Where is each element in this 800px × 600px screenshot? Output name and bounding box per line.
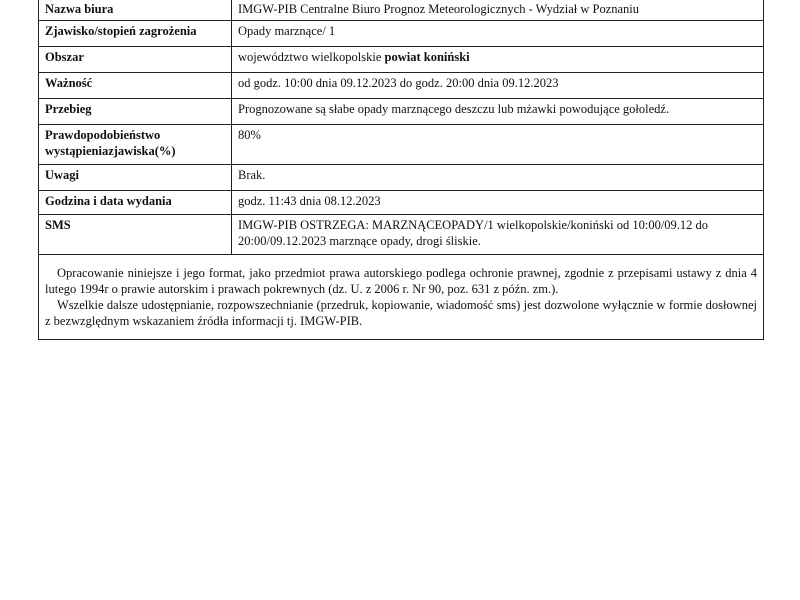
warning-document <box>38 0 764 340</box>
table-row <box>39 165 764 191</box>
validity-value: od godz. 10:00 dnia 09.12.2023 do godz. 20:00 dnia 09.12.2023 <box>232 73 764 99</box>
probability-value: 80% <box>232 125 764 165</box>
warning-table <box>38 0 764 255</box>
phenomenon-label: Zjawisko/stopień zagrożenia <box>39 21 232 47</box>
issue-time-label: Godzina i data wydania <box>39 191 232 215</box>
table-row <box>39 99 764 125</box>
copyright-paragraph: Opracowanie niniejsze i jego format, jako przedmiot prawa autorskiego podlega ochronie prawnej, zgodnie z przepisami ustawy z dnia 4 lutego 1994r o prawie autorskim i prawach pokrewnych (dz. U. z 2006 r. Nr 90, poz. 631 z późn. zm.). <box>45 266 757 296</box>
office-name-value: IMGW-PIB Centralne Biuro Prognoz Meteorologicznych - Wydział w Poznaniu <box>232 0 764 21</box>
course-label: Przebieg <box>39 99 232 125</box>
copyright-notice <box>38 255 764 340</box>
area-county: powiat koniński <box>384 50 470 64</box>
validity-label: Ważność <box>39 73 232 99</box>
phenomenon-value: Opady marznące/ 1 <box>232 21 764 47</box>
table-row <box>39 125 764 165</box>
table-row <box>39 215 764 255</box>
sms-label: SMS <box>39 215 232 255</box>
sms-value: IMGW-PIB OSTRZEGA: MARZNĄCEOPADY/1 wielkopolskie/koniński od 10:00/09.12 do 20:00/09.12.2023 marznące opady, drogi śliskie. <box>232 215 764 255</box>
table-row <box>39 47 764 73</box>
issue-time-value: godz. 11:43 dnia 08.12.2023 <box>232 191 764 215</box>
table-row <box>39 73 764 99</box>
area-label: Obszar <box>39 47 232 73</box>
remarks-label: Uwagi <box>39 165 232 191</box>
table-row <box>39 191 764 215</box>
table-row <box>39 21 764 47</box>
table-row <box>39 0 764 21</box>
probability-label: Prawdopodobieństwo wystąpieniazjawiska(%) <box>39 125 232 165</box>
course-value: Prognozowane są słabe opady marznącego deszczu lub mżawki powodujące gołoledź. <box>232 99 764 125</box>
area-value <box>232 47 764 73</box>
office-name-label: Nazwa biura <box>39 0 232 21</box>
remarks-value: Brak. <box>232 165 764 191</box>
area-voivodeship: województwo wielkopolskie <box>238 50 382 64</box>
sharing-paragraph: Wszelkie dalsze udostępnianie, rozpowszechnianie (przedruk, kopiowanie, wiadomość sms) jest dozwolone wyłącznie w formie dosłownej z bezwzględnym wskazaniem źródła informacji tj. IMGW-PIB. <box>45 298 757 328</box>
